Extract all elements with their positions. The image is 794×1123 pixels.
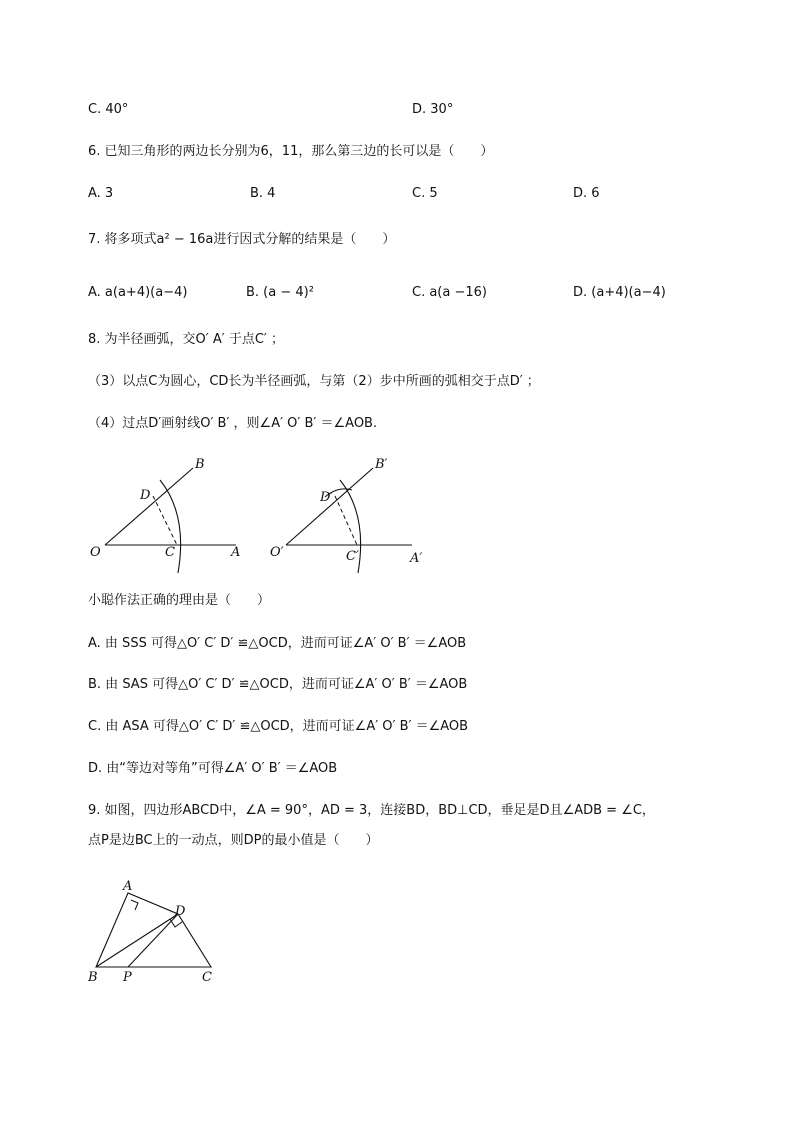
label-o: O [90,545,101,560]
label-d: D [140,488,151,503]
label-d-prime: D′ [320,490,334,505]
label-b-prime: B′ [375,457,388,472]
q8-step4: （4）过点D′画射线O′ B′ ，则∠A′ O′ B′ ＝∠AOB. [88,416,378,431]
q6-option-a: A. 3 [88,186,114,201]
q7-option-c: C. a(a −16) [412,285,487,300]
q9-stem-line1: 9. 如图，四边形ABCD中，∠A = 90°，AD = 3，连接BD，BD⊥CD，垂足是D且∠ADB = ∠C， [88,803,655,818]
right-angle-a [131,900,138,910]
q5-option-c: C. 40° [88,102,129,117]
q8-option-c: C. 由 ASA 可得△O′ C′ D′ ≌△OCD，进而可证∠A′ O′ B′ ＝∠AOB [88,719,469,734]
q7-option-b: B. (a − 4)² [246,285,314,300]
q6-option-b: B. 4 [250,186,276,201]
q6-stem: 6. 已知三角形的两边长分别为6，11，那么第三边的长可以是（ ） [88,144,494,159]
q8-option-d: D. 由“等边对等角”可得∠A′ O′ B′ ＝∠AOB [88,761,338,776]
label-b: B [195,457,205,472]
label-a: A [123,879,133,894]
q8-option-a: A. 由 SSS 可得△O′ C′ D′ ≌△OCD，进而可证∠A′ O′ B′ ＝∠AOB [88,636,467,651]
segment-bd [96,914,178,967]
label-a-prime: A′ [410,551,423,566]
q8-step3: （3）以点C为圆心，CD长为半径画弧，与第（2）步中所画的弧相交于点D′ ； [88,374,540,389]
q8-step-end: 8. 为半径画弧，交O′ A′ 于点C′ ； [88,332,284,347]
label-o-prime: O′ [270,545,284,560]
segment-dp [128,914,178,967]
label-c: C [165,545,175,560]
q6-option-d: D. 6 [573,186,600,201]
q8-question: 小聪作法正确的理由是（ ） [88,593,271,608]
label-p: P [123,970,132,985]
q7-stem: 7. 将多项式a² − 16a进行因式分解的结果是（ ） [88,232,396,247]
q8-option-b: B. 由 SAS 可得△O′ C′ D′ ≌△OCD，进而可证∠A′ O′ B′ ＝∠AOB [88,677,468,692]
q6-option-c: C. 5 [412,186,438,201]
label-c-prime: C′ [346,549,359,564]
label-a: A [231,545,241,560]
label-d: D [175,904,186,919]
q9-stem-line2: 点P是边BC上的一动点，则DP的最小值是（ ） [88,833,379,848]
label-c: C [202,970,212,985]
q7-option-d: D. (a+4)(a−4) [573,285,666,300]
q7-option-a: A. a(a+4)(a−4) [88,285,188,300]
label-b: B [88,970,98,985]
q5-option-d: D. 30° [412,102,454,117]
